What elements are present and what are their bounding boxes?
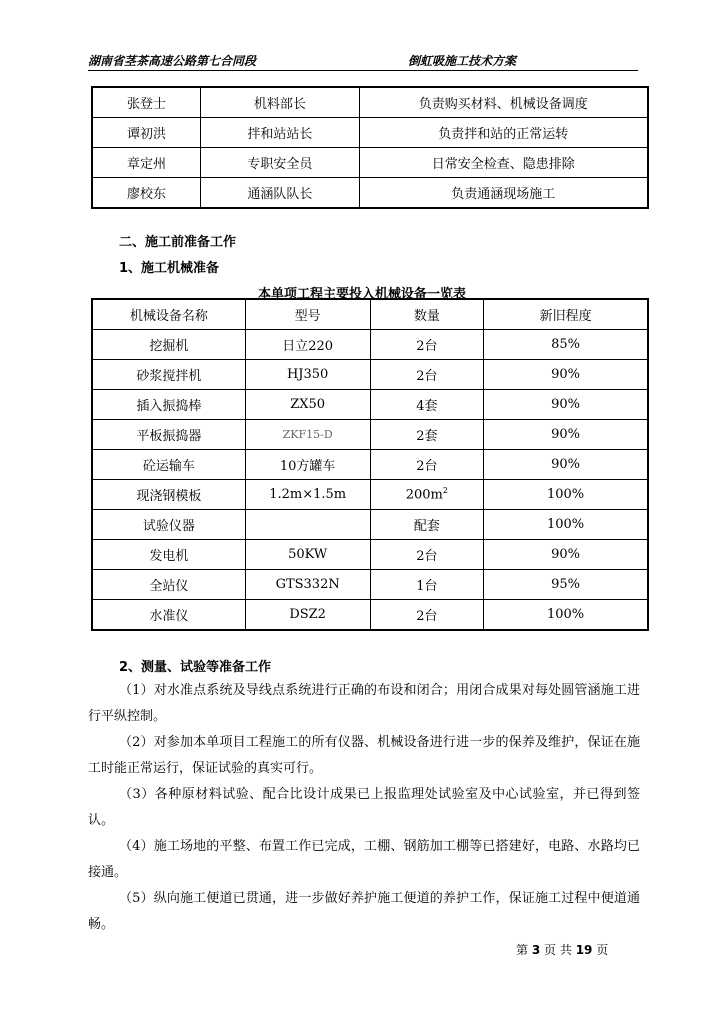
table-row (92, 480, 648, 510)
table-row (92, 540, 648, 570)
equipment-condition: 95% (484, 570, 648, 600)
equipment-model (245, 510, 370, 540)
equipment-name: 挖掘机 (92, 330, 245, 360)
section-heading: 二、施工前准备工作 (119, 235, 237, 250)
equipment-model: 50KW (245, 540, 370, 570)
table-caption: 本单项工程主要投入机械设备一览表 (257, 287, 466, 302)
equipment-name: 插入振捣棒 (92, 390, 245, 420)
equipment-condition: 90% (484, 450, 648, 480)
equipment-quantity: 配套 (370, 510, 484, 540)
header-project-name: 湖南省茎茶高速公路第七合同段 (88, 54, 257, 68)
staff-role: 通涵队队长 (201, 178, 359, 209)
paragraph: （3）各种原材料试验、配合比设计成果已上报监理处试验室及中心试验室，并已得到签认。 (88, 787, 640, 828)
equipment-model: DSZ2 (245, 600, 370, 631)
current-page-number: 3 (531, 943, 541, 957)
table-row (92, 390, 648, 420)
column-header: 型号 (245, 299, 370, 330)
equipment-model: 日立220 (245, 330, 370, 360)
equipment-model: ZKF15-D (245, 420, 370, 450)
paragraph: （5）纵向施工便道已贯通，进一步做好养护施工便道的养护工作，保证施工过程中便道通畅。 (88, 891, 640, 932)
table-row (92, 330, 648, 360)
table-row (92, 600, 648, 631)
equipment-quantity: 1台 (370, 570, 484, 600)
equipment-table (91, 298, 649, 631)
equipment-condition: 90% (484, 540, 648, 570)
equipment-condition: 90% (484, 390, 648, 420)
total-pages: 19 (575, 943, 593, 957)
table-header-row (92, 299, 648, 330)
unit-superscript: 2 (442, 486, 448, 496)
table-row (92, 360, 648, 390)
equipment-condition: 90% (484, 360, 648, 390)
table-row (92, 118, 648, 148)
column-header: 机械设备名称 (92, 299, 245, 330)
equipment-quantity: 2台 (370, 450, 484, 480)
equipment-name: 现浇钢模板 (92, 480, 245, 510)
equipment-quantity: 2套 (370, 420, 484, 450)
column-header: 新旧程度 (484, 299, 648, 330)
staff-name: 谭初洪 (92, 118, 201, 148)
equipment-quantity: 2台 (370, 600, 484, 631)
equipment-quantity (370, 480, 484, 510)
equipment-model: 1.2m×1.5m (245, 480, 370, 510)
equipment-name: 平板振捣器 (92, 420, 245, 450)
equipment-quantity: 2台 (370, 540, 484, 570)
staff-role: 专职安全员 (201, 148, 359, 178)
equipment-condition: 100% (484, 600, 648, 631)
staff-role: 拌和站站长 (201, 118, 359, 148)
equipment-model: 10方罐车 (245, 450, 370, 480)
equipment-condition: 100% (484, 480, 648, 510)
subsection-heading: 2、测量、试验等准备工作 (119, 660, 272, 675)
header-rule (88, 70, 638, 71)
header-document-title: 倒虹吸施工技术方案 (408, 54, 517, 68)
paragraph: （4）施工场地的平整、布置工作已完成，工棚、钢筋加工棚等已搭建好，电路、水路均已接通。 (88, 839, 640, 880)
staff-name: 张登士 (92, 87, 201, 118)
staff-duty: 负责通涵现场施工 (359, 178, 648, 209)
equipment-condition: 100% (484, 510, 648, 540)
staff-table (91, 86, 649, 209)
staff-duty: 负责拌和站的正常运转 (359, 118, 648, 148)
table-row (92, 450, 648, 480)
equipment-model: GTS332N (245, 570, 370, 600)
table-row (92, 178, 648, 209)
equipment-condition: 85% (484, 330, 648, 360)
table-row (92, 87, 648, 118)
equipment-condition: 90% (484, 420, 648, 450)
table-row (92, 420, 648, 450)
equipment-name: 砂浆搅拌机 (92, 360, 245, 390)
equipment-name: 水准仪 (92, 600, 245, 631)
table-row (92, 148, 648, 178)
footer-mid: 页 共 (544, 943, 572, 957)
staff-name: 章定州 (92, 148, 201, 178)
table-row (92, 570, 648, 600)
equipment-name: 发电机 (92, 540, 245, 570)
staff-role: 机料部长 (201, 87, 359, 118)
equipment-name: 试验仪器 (92, 510, 245, 540)
staff-duty: 负责购买材料、机械设备调度 (359, 87, 648, 118)
footer-suffix: 页 (596, 943, 609, 957)
staff-name: 廖校东 (92, 178, 201, 209)
staff-duty: 日常安全检查、隐患排除 (359, 148, 648, 178)
equipment-quantity: 4套 (370, 390, 484, 420)
equipment-model: ZX50 (245, 390, 370, 420)
paragraph: （1）对水准点系统及导线点系统进行正确的布设和闭合；用闭合成果对每处圆管涵施工进行平纵控制。 (88, 683, 640, 724)
column-header: 数量 (370, 299, 484, 330)
paragraph: （2）对参加本单项目工程施工的所有仪器、机械设备进行进一步的保养及维护，保证在施工时能正常运行，保证试验的真实可行。 (88, 735, 640, 776)
footer-prefix: 第 (516, 943, 529, 957)
equipment-name: 砼运输车 (92, 450, 245, 480)
table-row (92, 510, 648, 540)
subsection-heading: 1、施工机械准备 (119, 261, 220, 276)
equipment-name: 全站仪 (92, 570, 245, 600)
equipment-quantity: 2台 (370, 330, 484, 360)
equipment-model: HJ350 (245, 360, 370, 390)
equipment-quantity: 2台 (370, 360, 484, 390)
quantity-value: 200m (405, 487, 443, 503)
page-footer (516, 941, 608, 958)
page-header (88, 50, 636, 70)
